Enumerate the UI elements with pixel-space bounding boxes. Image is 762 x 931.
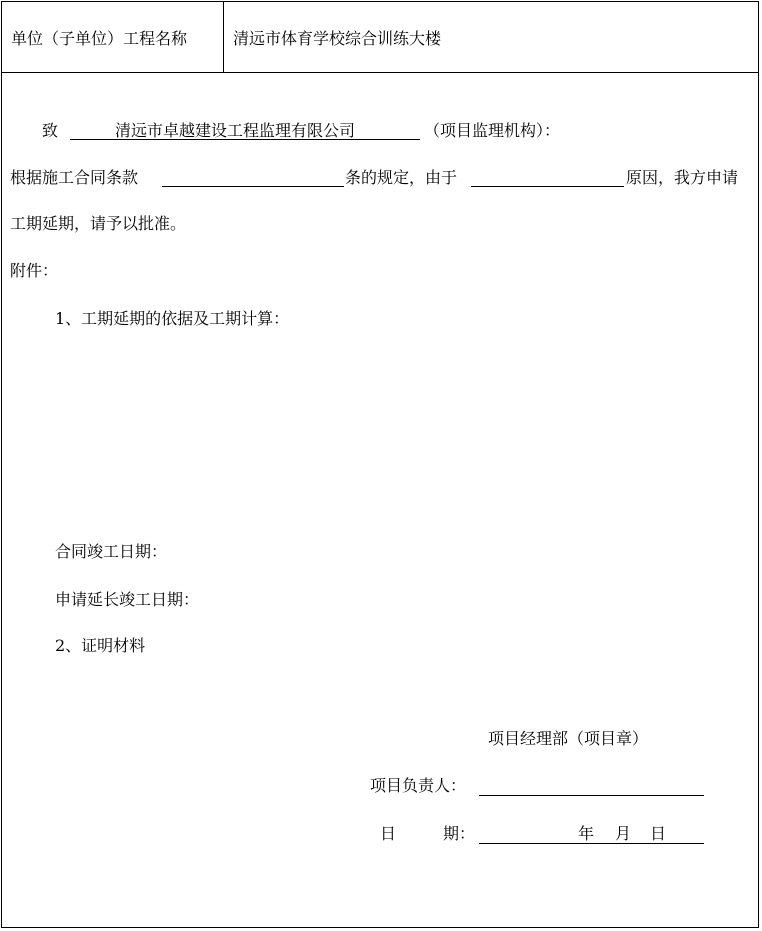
date-day: 日 — [650, 824, 667, 843]
person-signature-blank[interactable] — [479, 795, 704, 796]
reason-blank[interactable] — [471, 186, 624, 187]
project-name-label: 单位（子单位）工程名称 — [2, 2, 224, 72]
date-year: 年 — [578, 824, 595, 843]
project-name-value: 清远市体育学校综合训练大楼 — [233, 28, 442, 48]
contract-date-label: 合同竣工日期： — [55, 542, 168, 561]
extend-date-label: 申请延长竣工日期： — [55, 590, 200, 609]
item1-text: 1、工期延期的依据及工期计算： — [55, 309, 290, 328]
header-row — [2, 2, 758, 73]
line1-part-a: 根据施工合同条款 — [10, 168, 139, 187]
item2-text: 2、证明材料 — [55, 636, 146, 655]
to-company: 清远市卓越建设工程监理有限公司 — [115, 121, 356, 140]
date-month: 月 — [615, 824, 632, 843]
line2-text: 工期延期，请予以批准。 — [10, 214, 187, 233]
attachment-label: 附件： — [10, 261, 59, 280]
date-label-qi: 期： — [443, 824, 476, 843]
project-dept-stamp: 项目经理部（项目章） — [488, 729, 649, 748]
to-prefix: 致 — [42, 121, 59, 140]
line1-part-c: 原因，我方申请 — [626, 168, 739, 187]
person-label: 项目负责人： — [370, 776, 467, 795]
clause-blank[interactable] — [162, 186, 344, 187]
line1-part-b: 条的规定，由于 — [345, 168, 458, 187]
to-suffix: （项目监理机构）： — [424, 121, 561, 140]
date-label-ri: 日 — [380, 824, 397, 843]
